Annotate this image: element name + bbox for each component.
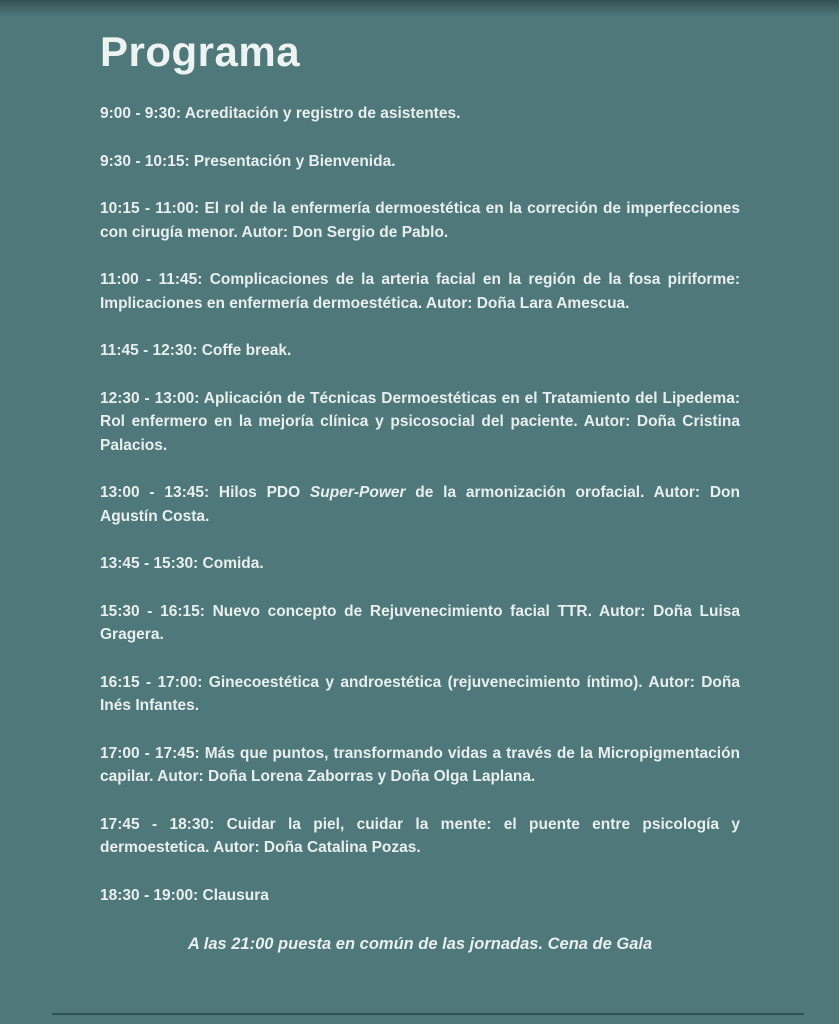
session-description: Hilos PDO xyxy=(218,484,310,501)
time-range: 18:30 - 19:00: xyxy=(100,886,199,904)
session-description: Clausura xyxy=(202,886,269,904)
footer-note: A las 21:00 puesta en común de las jornadas. Cena de Gala xyxy=(187,935,653,953)
time-range: 17:00 - 17:45: xyxy=(100,744,200,762)
time-range: 9:00 - 9:30: xyxy=(100,105,181,122)
time-range: 13:00 - 13:45: xyxy=(100,484,210,501)
time-range: 9:30 - 10:15: xyxy=(100,152,190,170)
session-description: Presentación y Bienvenida. xyxy=(193,152,396,170)
session-description: Nuevo concepto de Rejuvenecimiento facial TTR. Autor: Doña Luisa Gragera. xyxy=(100,602,740,643)
schedule-item xyxy=(100,268,740,315)
schedule-item xyxy=(100,481,740,528)
session-description: Ginecoestética y androestética (rejuvenecimiento íntimo). Autor: Doña Inés Infantes. xyxy=(100,673,740,714)
session-description: Super-Power xyxy=(309,484,406,501)
time-range: 16:15 - 17:00: xyxy=(100,673,203,691)
session-description: de la armonización orofacial. Autor: Don Agustín Costa. xyxy=(100,484,740,525)
schedule-item xyxy=(100,742,740,789)
schedule-item xyxy=(100,102,740,126)
schedule-item xyxy=(100,197,740,244)
schedule-item xyxy=(100,150,740,174)
time-range: 13:45 - 15:30: xyxy=(100,555,199,572)
time-range: 10:15 - 11:00: xyxy=(100,200,200,217)
session-description: El rol de la enfermería dermoestética en la correción de imperfecciones con cirugía menor. Autor: Don Sergio de Pablo. xyxy=(100,200,740,241)
schedule-item xyxy=(100,671,740,718)
time-range: 11:45 - 12:30: xyxy=(100,342,198,359)
time-range: 11:00 - 11:45: xyxy=(100,271,203,288)
schedule-item xyxy=(100,552,740,576)
schedule-item xyxy=(100,339,740,363)
time-range: 12:30 - 13:00: xyxy=(100,389,200,407)
session-description: Más que puntos, transformando vidas a través de la Micropigmentación capilar. Autor: Doña Lorena Zaborras y Doña Olga Laplana. xyxy=(100,744,740,785)
session-description: Acreditación y registro de asistentes. xyxy=(184,105,461,122)
session-description: Coffe break. xyxy=(201,342,292,359)
session-description: Aplicación de Técnicas Dermoestéticas en el Tratamiento del Lipedema: Rol enfermero en la mejoría clínica y psicosocial del paciente. Autor: Doña Cristina Palacios. xyxy=(100,389,740,454)
bottom-divider xyxy=(52,1013,804,1015)
schedule-item xyxy=(100,387,740,458)
session-description: Complicaciones de la arteria facial en la región de la fosa piriforme: Implicaciones en enfermería dermoestética. Autor: Doña Lara Amescua. xyxy=(100,271,741,312)
time-range: 17:45 - 18:30: xyxy=(100,815,215,833)
time-range: 15:30 - 16:15: xyxy=(100,602,205,620)
session-description: Comida. xyxy=(202,555,264,572)
schedule-item xyxy=(100,600,740,647)
schedule-list xyxy=(100,102,740,907)
schedule-item xyxy=(100,884,740,908)
page-title: Programa xyxy=(100,28,301,75)
schedule-item xyxy=(100,813,740,860)
session-description: Cuidar la piel, cuidar la mente: el puente entre psicología y dermoestetica. Autor: Doña Catalina Pozas. xyxy=(100,815,740,856)
